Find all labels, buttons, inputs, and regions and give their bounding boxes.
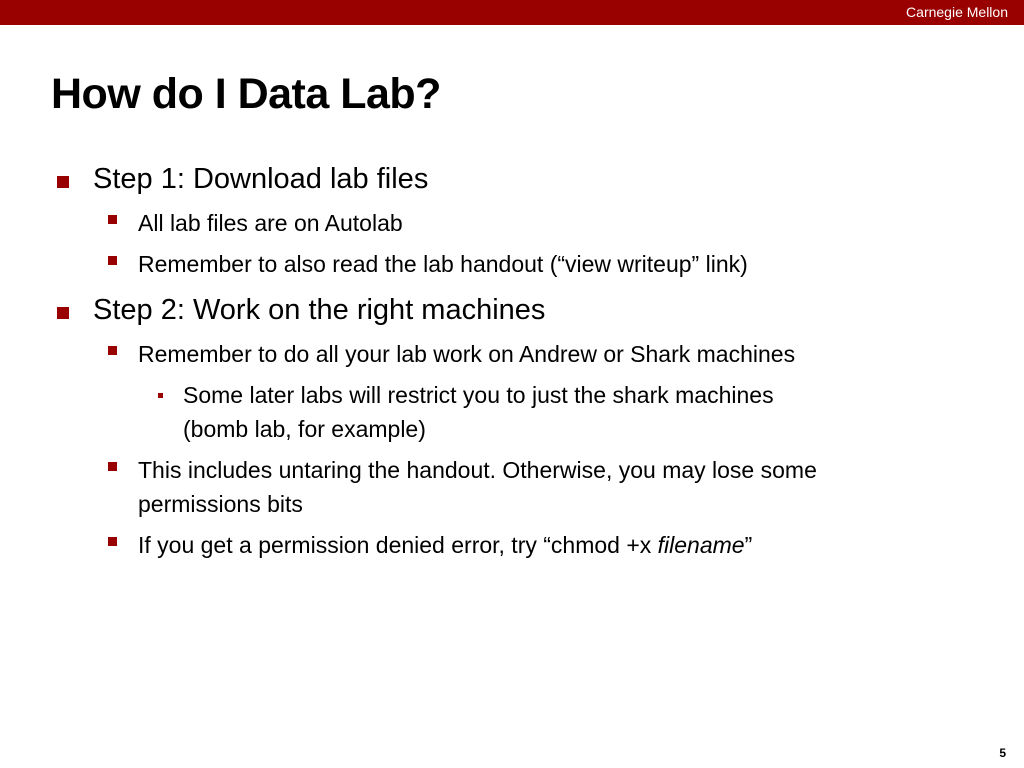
sub-bullet-chmod (138, 528, 752, 562)
sub-bullet-square-icon (108, 215, 117, 224)
chmod-prefix: If you get a permission denied error, try “chmod +x (138, 532, 658, 558)
sub-sub-bullet-shark-line-1: Some later labs will restrict you to just the shark machines (183, 382, 774, 408)
sub-bullet-handout: Remember to also read the lab handout (“view writeup” link) (138, 251, 748, 277)
sub-bullet-untaring-line-1: This includes untaring the handout. Otherwise, you may lose some (138, 457, 817, 483)
institution-label: Carnegie Mellon (906, 4, 1008, 20)
sub-sub-bullet-square-icon (158, 393, 163, 398)
bullet-step-1: Step 1: Download lab files (93, 163, 429, 195)
sub-bullet-autolab: All lab files are on Autolab (138, 210, 403, 236)
slide-title: How do I Data Lab? (51, 70, 441, 118)
sub-bullet-square-icon (108, 462, 117, 471)
sub-bullet-machines: Remember to do all your lab work on Andrew or Shark machines (138, 341, 796, 367)
header-bar (0, 0, 1024, 25)
page-number: 5 (999, 746, 1006, 760)
sub-bullet-square-icon (108, 346, 117, 355)
chmod-suffix: ” (744, 532, 753, 558)
sub-bullet-square-icon (108, 256, 117, 265)
bullet-square-icon (57, 307, 69, 319)
bullet-step-2: Step 2: Work on the right machines (93, 294, 546, 326)
sub-bullet-square-icon (108, 537, 117, 546)
sub-sub-bullet-shark-line-2: (bomb lab, for example) (183, 416, 426, 442)
chmod-filename: filename (657, 532, 745, 558)
sub-bullet-untaring-line-2: permissions bits (138, 491, 303, 517)
bullet-square-icon (57, 176, 69, 188)
